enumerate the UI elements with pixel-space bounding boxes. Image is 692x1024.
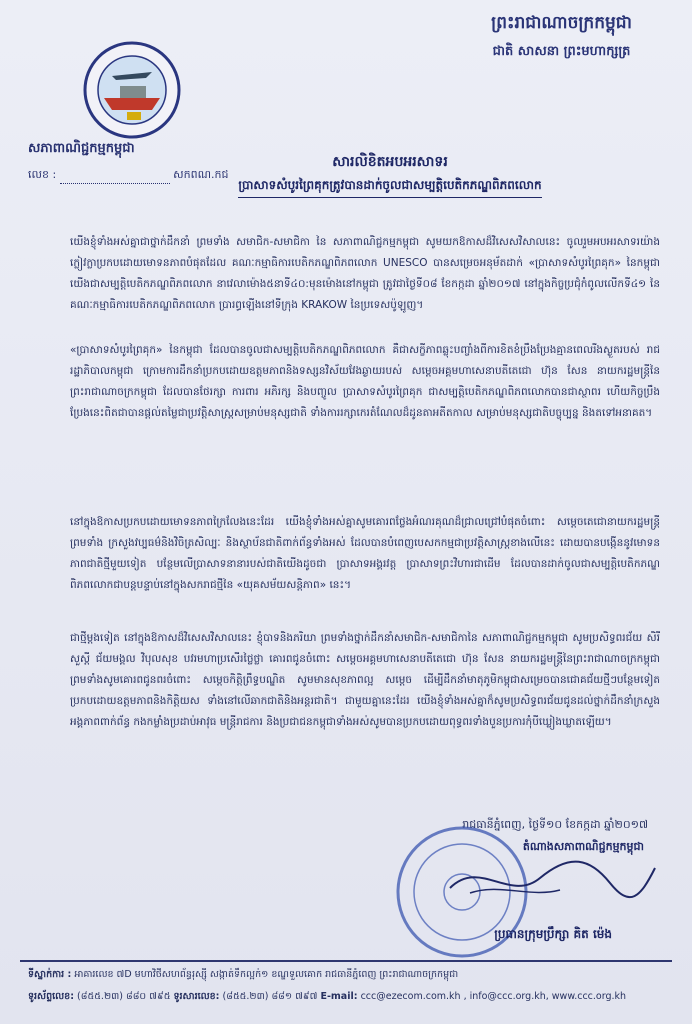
- email-link[interactable]: ccc@ezecom.com.kh , info@ccc.org.kh, www.ccc.org.kh: [360, 991, 627, 1002]
- email-label: E-mail:: [320, 991, 358, 1002]
- fax-number: (៨៥៥.២៣) ៨៨១ ៧៩៧: [222, 991, 318, 1002]
- address-text: អាគារលេខ ៧D មហាវិថីសហព័ន្ធរុស្ស៊ី សង្កាត់ទឹកល្អក់១ ខណ្ឌទួលគោក រាជធានីភ្នំពេញ ព្រះរាជាណាចក្រកម្ពុជា: [74, 969, 459, 980]
- ref-label: លេខ :: [28, 168, 57, 181]
- paragraph-1: យើងខ្ញុំទាំងអស់គ្នាជាថ្នាក់ដឹកនាំ ព្រមទាំង សមាជិក-សមាជិកា នៃ សភាពាណិជ្ជកម្មកម្ពុជា សូមយកឱកាសដ៏វិសេសវិសាលនេះ ចូលរួមអបអរសាទរយ៉ាងក្លៀវក្លាប្រកបដោយមោទនភាពបំផុតដែល គណៈកម្មាធិការបេតិកភណ្ឌពិភពលោក UNESCO បានសម្រេចអនុម័តដាក់ «ប្រាសាទសំបូរព្រៃគុក» នៃកម្ពុជាយើងជាសម្បត្តិបេតិកភណ្ឌពិភពលោក នាវេលាម៉ោង៥នាទី៤០:មុនម៉ោងនៅកម្ពុជា ត្រូវជាថ្ងៃទី០៨ ខែកក្កដា ឆ្នាំ២០១៧ នៅក្នុងកិច្ចប្រជុំកំពូលលើកទី៤១ នៃគណៈកម្មាធិការបេតិកភណ្ឌពិភពលោក ប្រារព្ធឡើងនៅទីក្រុង KRAKOW នៃប្រទេសប៉ូឡូញ។: [70, 236, 660, 311]
- paragraph-2: «ប្រាសាទសំបូរព្រៃគុក» នៃកម្ពុជា ដែលបានចូលជាសម្បត្តិបេតិកភណ្ឌពិភពលោក គឺជាសក្ខីភាពឆ្លុះបញ្ចាំងពីការខិតខំប្រឹងប្រែងគ្មានពេលរីងស្ងួតរបស់ រាជរដ្ឋាភិបាលកម្ពុជា ក្រោមការដឹកនាំប្រកបដោយឧត្តមភាពនិងទស្សនវិស័យវែងឆ្ងាយរបស់ សម្តេចអគ្គមហាសេនាបតីតេជោ ហ៊ុន សែន នាយករដ្ឋមន្ត្រីនៃ ព្រះរាជាណាចក្រកម្ពុជា ដែលបានថែរក្សា ការពារ អភិរក្ស និងបញ្ចូល ប្រាសាទសំបូរព្រៃគុក ជាសម្បត្តិបេតិកភណ្ឌពិភពលោកបានជាស្ថាពរ ហើយកិច្ចប្រឹងប្រែងនេះពិតជាបានផ្តល់តម្លៃជាប្រវត្តិសាស្ត្រសម្រាប់មនុស្សជាតិ ទាំងការរក្សាកេរតំណែលដ៏ដូនតាអតីតកាល សម្រាប់មនុស្សជាតិបច្ចុប្បន្ន និងតទៅអនាគត។: [70, 344, 660, 419]
- kingdom-header: [491, 12, 632, 62]
- national-motto: ជាតិ សាសនា ព្រះមហាក្សត្រ: [492, 44, 631, 59]
- chamber-logo: [82, 40, 182, 140]
- phone-number: (៨៥៥.២៣) ៨៨០ ៧៩៥: [77, 991, 171, 1002]
- paragraph-3: នៅក្នុងឱកាសប្រកបដោយមោទនភាពក្រៃលែងនេះដែរ យើងខ្ញុំទាំងអស់គ្នាសូមគោរពថ្លែងអំណរគុណដ៏ជ្រាលជ្រៅបំផុតចំពោះ សម្តេចតេជោនាយករដ្ឋមន្ត្រី ព្រមទាំង ក្រសួងវប្បធម៌និងវិចិត្រសិល្បៈ និងស្ថាប័នជាតិពាក់ព័ន្ធទាំងអស់ ដែលបានបំពេញបេសកកម្មជាប្រវត្តិសាស្ត្រខាងលើនេះ ដោយបានបង្កើននូវមោទនភាពជាតិថ្មីមួយទៀត បន្ថែមលើប្រាសាទនានារបស់ជាតិយើងដូចជា ប្រាសាទអង្គរវត្ត ប្រាសាទព្រះវិហារជាដើម ដែលបានដាក់ចូលជាសម្បត្តិបេតិកភណ្ឌពិភពលោកជាបន្តបន្ទាប់នៅក្នុងសករាជថ្មីនៃ «យុគសម័យសន្តិភាព» នេះ។: [70, 516, 660, 591]
- date-line: រាជធានីភ្នំពេញ, ថ្ងៃទី១០ ខែកក្កដា ឆ្នាំ២០១៧: [462, 818, 648, 831]
- paragraph-4: ជាថ្មីម្តងទៀត នៅក្នុងឱកាសដ៏វិសេសវិសាលនេះ ខ្ញុំបាទនិងភរិយា ព្រមទាំងថ្នាក់ដឹកនាំសមាជិក-សមាជិកានៃ សភាពាណិជ្ជកម្មកម្ពុជា សូមប្រសិទ្ធពរជ័យ សិរីសួស្តី ជ័យមង្គល វិបុលសុខ បវរមហាប្រសើរថ្លៃថ្លា គោរពជូនចំពោះ សម្តេចអគ្គមហាសេនាបតីតេជោ ហ៊ុន សែន នាយករដ្ឋមន្ត្រីនៃព្រះរាជាណាចក្រកម្ពុជា ព្រមទាំងសូមគោរពជូនពរចំពោះ សម្តេចកិត្តិព្រឹទ្ធបណ្ឌិត សូមមានសុខភាពល្អ សម្តេច ដើម្បីដឹកនាំមាតុភូមិកម្ពុជាសម្រេចបានជោគជ័យថ្មីៗបន្ថែមទៀតប្រកបដោយឧត្តមភាពនិងកិត្តិយស ទាំងនៅលើឆាកជាតិនិងអន្តរជាតិ។ ជាមួយគ្នានេះដែរ យើងខ្ញុំទាំងអស់គ្នាក៏សូមប្រសិទ្ធពរជ័យជូនដល់ថ្នាក់ដឹកនាំក្រសួង អង្គភាពពាក់ព័ន្ធ កងកម្លាំងប្រដាប់អាវុធ មន្ត្រីរាជការ និងប្រជាជនកម្ពុជាទាំងអស់សូមបានប្រកបដោយពុទ្ធពរទាំងបួនប្រការកុំបីឃ្លៀងឃ្លាតឡើយ។: [70, 632, 660, 728]
- handwritten-signature: [440, 848, 660, 908]
- org-name: សភាពាណិជ្ជកម្មកម្ពុជា: [28, 141, 135, 156]
- kingdom-name: ព្រះរាជាណាចក្រកម្ពុជា: [491, 13, 632, 33]
- title-subject: ប្រាសាទសំបូរព្រៃគុកត្រូវបានដាក់ចូលជាសម្បត្តិបេតិកភណ្ឌពិភពលោក: [238, 177, 541, 198]
- signer-name: ប្រធានក្រុមប្រឹក្សា គិត ម៉េង: [494, 927, 612, 941]
- address-label: ទីស្នាក់ការ :: [28, 969, 72, 980]
- org-representative: តំណាងសភាពាណិជ្ជកម្មកម្ពុជា: [522, 840, 644, 853]
- footer-contacts: [28, 990, 668, 1004]
- ref-suffix: សកពណ.កជ: [173, 168, 229, 181]
- letter-title: [180, 152, 600, 198]
- footer-address: [28, 968, 668, 982]
- ref-blank: [60, 183, 170, 184]
- fax-label: ទូរសារលេខ:: [173, 991, 220, 1002]
- title-main: សារលិខិតអបអរសាទរ: [332, 154, 448, 170]
- phone-label: ទូរស័ព្ទលេខ:: [28, 991, 75, 1002]
- footer-divider: [20, 960, 672, 962]
